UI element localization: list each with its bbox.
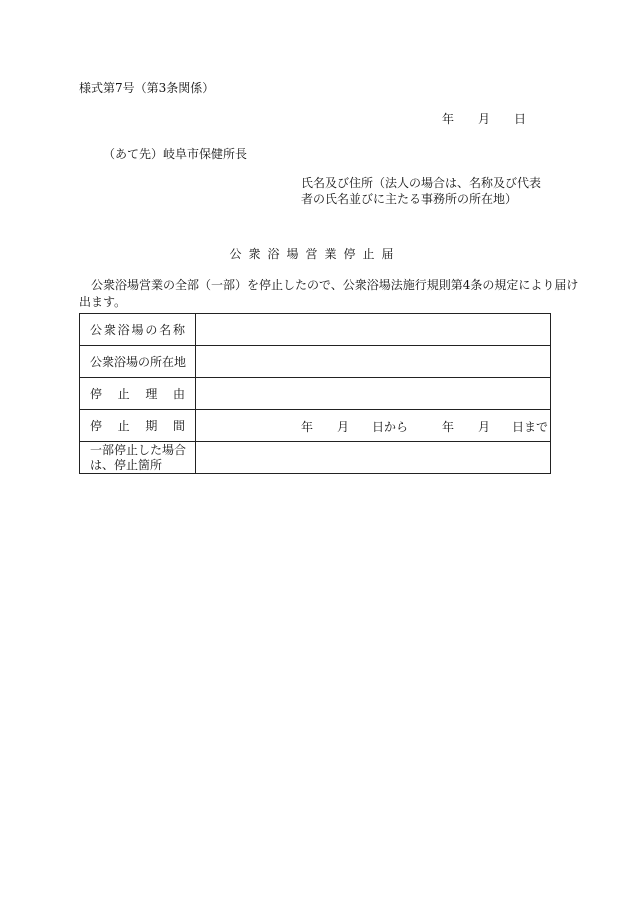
period-from-year-label: 年 xyxy=(301,420,314,434)
date-day-label: 日 xyxy=(514,112,527,126)
date-year-label: 年 xyxy=(442,112,455,126)
label-char: 停 xyxy=(90,387,103,401)
period-to-year-label: 年 xyxy=(442,420,455,434)
bathhouse-location-label: 公衆浴場の所在地 xyxy=(80,346,196,378)
bathhouse-name-label-text xyxy=(90,321,185,338)
body-text-line-1: 公衆浴場営業の全部（一部）を停止したので、公衆浴場法施行規則第4条の規定により届け xyxy=(91,278,579,292)
label-char: 期 xyxy=(145,419,158,433)
form-number: 様式第7号（第3条関係） xyxy=(79,81,215,95)
table-row-bathhouse-name xyxy=(80,314,551,346)
suspension-period-field[interactable] xyxy=(196,410,551,442)
partial-suspension-location-label xyxy=(80,442,196,474)
date-month-label: 月 xyxy=(478,112,491,126)
label-char: 止 xyxy=(117,419,130,433)
applicant-label-line-1: 氏名及び住所（法人の場合は、名称及び代表 xyxy=(301,176,542,190)
addressee: （あて先）岐阜市保健所長 xyxy=(103,147,248,161)
label-char: 止 xyxy=(117,387,130,401)
partial-label-line-1: 一部停止した場合 xyxy=(90,442,187,457)
table-row-suspension-reason xyxy=(80,378,551,410)
table-row-partial-location xyxy=(80,442,551,474)
bathhouse-name-field[interactable] xyxy=(196,314,551,346)
label-char: 間 xyxy=(172,419,185,433)
applicant-name-address-label xyxy=(301,175,541,207)
suspension-reason-field[interactable] xyxy=(196,378,551,410)
label-char: 浴 xyxy=(117,323,130,337)
suspension-period-label-text xyxy=(90,417,185,434)
label-char: 理 xyxy=(145,387,158,401)
body-text xyxy=(79,277,579,311)
period-from-day-label: 日から xyxy=(372,420,409,434)
suspension-reason-label xyxy=(80,378,196,410)
bathhouse-location-field[interactable] xyxy=(196,346,551,378)
label-char: 停 xyxy=(90,419,103,433)
suspension-reason-label-text xyxy=(90,385,185,402)
body-text-line-2: 出ます。 xyxy=(79,295,127,309)
period-from-month-label: 月 xyxy=(337,420,350,434)
applicant-label-line-2: 者の氏名並びに主たる事務所の所在地） xyxy=(301,192,518,206)
label-char: の xyxy=(145,323,158,337)
suspension-period-label xyxy=(80,410,196,442)
label-char: 由 xyxy=(172,387,185,401)
label-char: 称 xyxy=(172,323,185,337)
notification-table xyxy=(79,313,551,474)
partial-suspension-location-field[interactable] xyxy=(196,442,551,474)
period-to-month-label: 月 xyxy=(478,420,491,434)
label-char: 場 xyxy=(131,323,144,337)
label-char: 衆 xyxy=(103,323,116,337)
period-to-day-label: 日まで xyxy=(512,420,549,434)
label-char: 名 xyxy=(159,323,172,337)
bathhouse-name-label xyxy=(80,314,196,346)
document-title: 公衆浴場営業停止届 xyxy=(229,247,401,261)
label-char: 公 xyxy=(90,323,103,337)
partial-label-line-2: は、停止箇所 xyxy=(90,457,163,472)
table-row-suspension-period xyxy=(80,410,551,442)
table-row-bathhouse-location xyxy=(80,346,551,378)
